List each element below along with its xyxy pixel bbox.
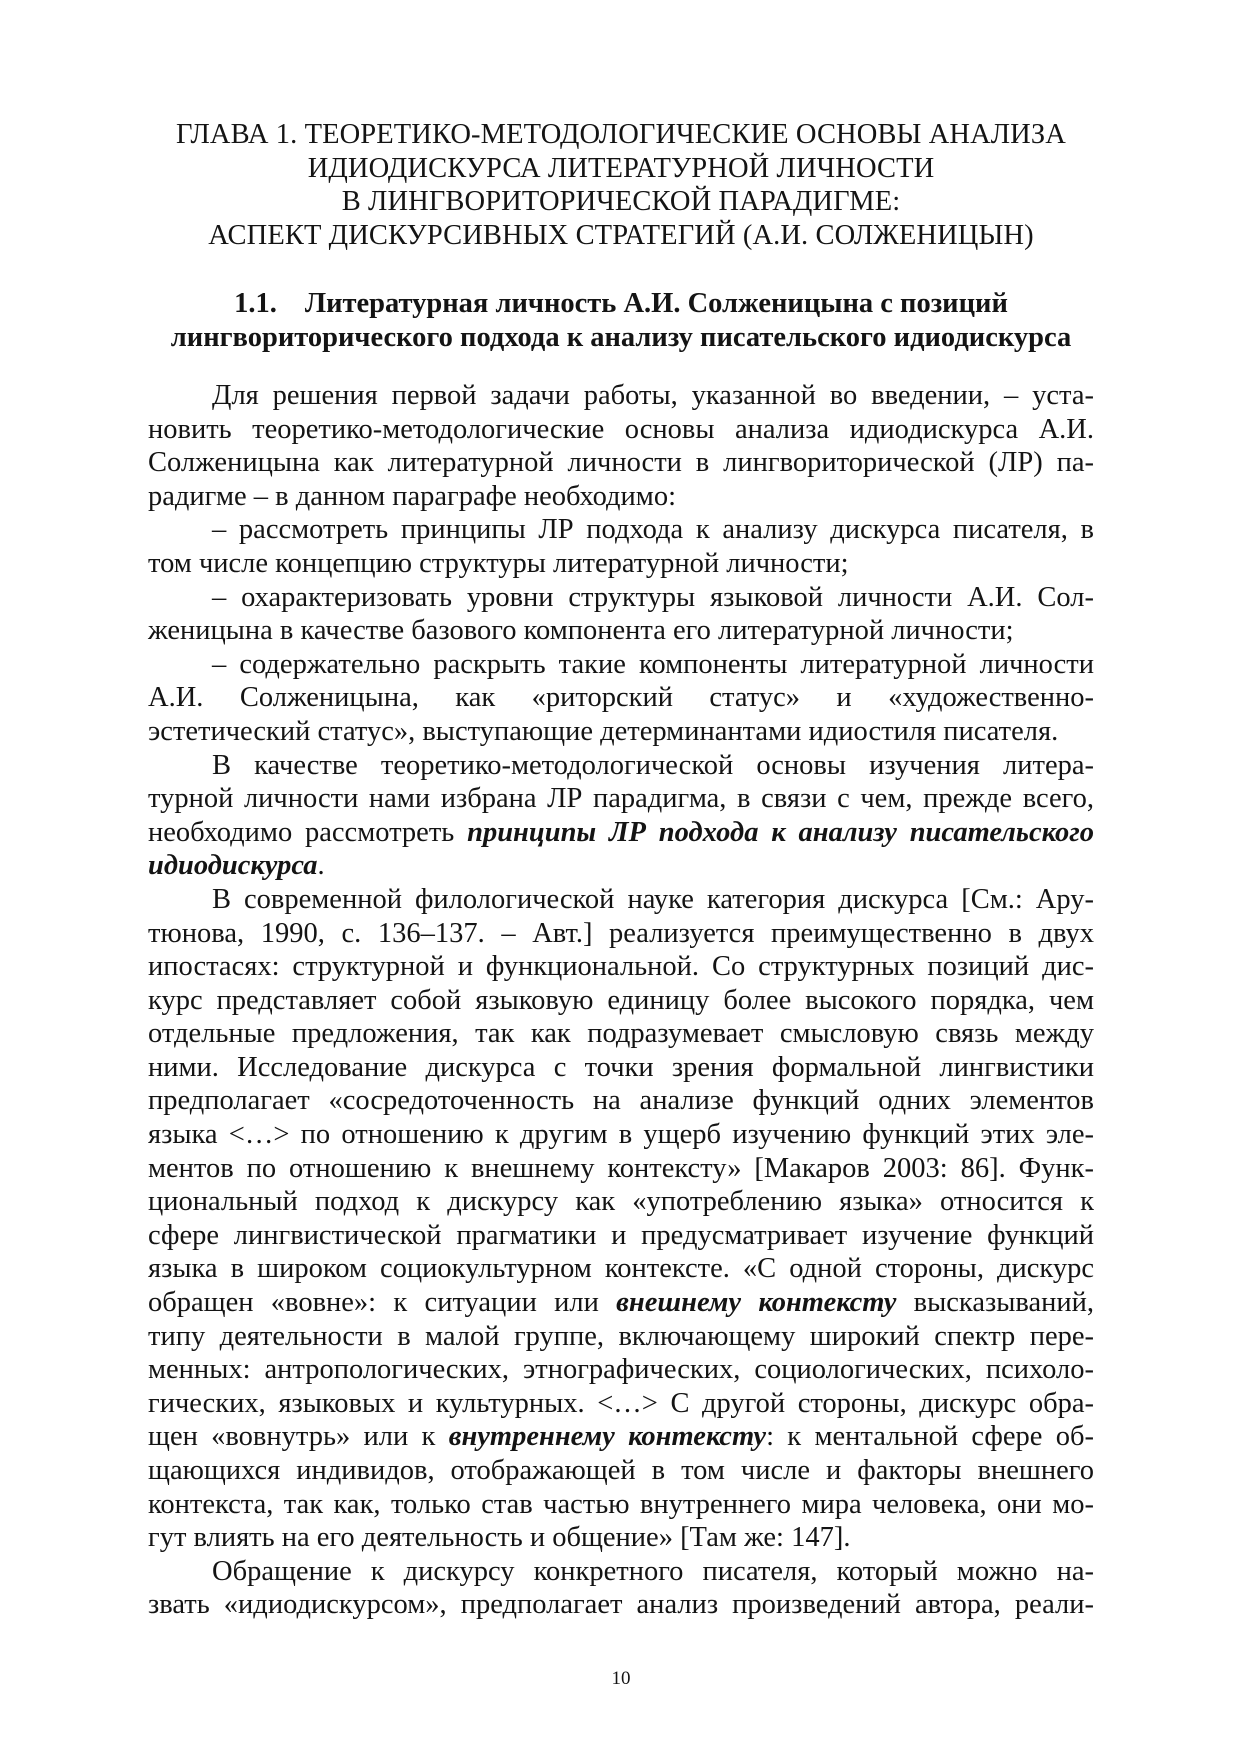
text-line bbox=[148, 1420, 1094, 1454]
text-run: необходимо рассмотреть bbox=[148, 816, 468, 848]
chapter-heading-line: АСПЕКТ ДИСКУРСИВНЫХ СТРАТЕГИЙ (А.И. СОЛЖЕНИЦЫН) bbox=[208, 219, 1034, 251]
text-line: предполагает «сосредоточенность на анализе функций одних элементов bbox=[148, 1085, 1094, 1117]
text-line: гут влиять на его деятельность и общение» [Там же: 147]. bbox=[148, 1522, 851, 1554]
text-line: тюнова, 1990, с. 136–137. – Авт.] реализуется преимущественно в двух bbox=[148, 917, 1094, 949]
emphasis-run: идиодискурса bbox=[148, 850, 318, 882]
text-run: высказываний, bbox=[896, 1287, 1095, 1319]
document-page bbox=[148, 0, 1094, 1755]
text-line: щающихся индивидов, отображающей в том числе и факторы внешнего bbox=[148, 1455, 1094, 1486]
text-line: контекста, так как, только став частью внутреннего мира человека, они мо- bbox=[148, 1488, 1094, 1520]
text-line: А.И. Солженицына, как «риторский статус» и «художественно- bbox=[148, 682, 1094, 714]
text-line: том числе концепцию структуры литературной личности; bbox=[148, 547, 849, 579]
text-line: новить теоретико-методологические основы анализа идиодискурса А.И. bbox=[148, 413, 1094, 445]
section-heading-line: лингвориторического подхода к анализу писательского идиодискурса bbox=[170, 322, 1072, 353]
chapter-heading-line: ИДИОДИСКУРСА ЛИТЕРАТУРНОЙ ЛИЧНОСТИ bbox=[307, 152, 935, 184]
text-line bbox=[148, 816, 1094, 850]
text-line: языка <…> по отношению к другим в ущерб изучению функций этих эле- bbox=[148, 1119, 1094, 1151]
text-line: Солженицына как литературной личности в лингвориторической (ЛР) па- bbox=[148, 447, 1094, 479]
text-run: . bbox=[317, 850, 325, 882]
text-run: : к ментальной сфере об- bbox=[766, 1421, 1094, 1453]
text-line: – содержательно раскрыть такие компоненты литературной личности bbox=[212, 648, 1094, 680]
section-number: 1.1. bbox=[234, 288, 277, 319]
text-line: – охарактеризовать уровни структуры языковой личности А.И. Сол- bbox=[212, 581, 1094, 613]
section-title-part: Литературная личность А.И. Солженицына с позиций bbox=[304, 288, 1008, 319]
chapter-heading-line: В ЛИНГВОРИТОРИЧЕСКОЙ ПАРАДИГМЕ: bbox=[341, 186, 901, 217]
section-heading-line bbox=[148, 287, 1094, 321]
text-line: радигме – в данном параграфе необходимо: bbox=[148, 480, 677, 512]
text-line: ментов по отношению к внешнему контексту» [Макаров 2003: 86]. Функ- bbox=[148, 1152, 1094, 1184]
body-text bbox=[148, 379, 1094, 1622]
emphasis-run: внешнему контексту bbox=[616, 1287, 897, 1319]
text-run: щен «вовнутрь» или к bbox=[148, 1421, 449, 1453]
page-number: 10 bbox=[611, 1668, 631, 1689]
text-run: обращен «вовне»: к ситуации или bbox=[148, 1287, 617, 1319]
text-line: циональный подход к дискурсу как «употреблению языка» относится к bbox=[148, 1186, 1094, 1218]
text-line bbox=[148, 849, 1094, 883]
text-line: сфере лингвистической прагматики и предусматривает изучение функций bbox=[148, 1219, 1094, 1251]
text-line: женицына в качестве базового компонента его литературной личности; bbox=[148, 615, 1014, 647]
text-line: языка в широком социокультурном контексте. «С одной стороны, дискурс bbox=[148, 1253, 1094, 1285]
text-line: типу деятельности в малой группе, включающему широкий спектр пере- bbox=[148, 1320, 1094, 1352]
chapter-heading bbox=[148, 118, 1094, 252]
text-line: отдельные предложения, так как подразумевает смысловую связь между bbox=[148, 1018, 1094, 1050]
text-line bbox=[148, 1286, 1094, 1320]
text-line: менных: антропологических, этнографических, социологических, психоло- bbox=[148, 1354, 1094, 1386]
emphasis-run: принципы ЛР подхода к анализу писательского bbox=[467, 816, 1094, 848]
text-line: гических, языковых и культурных. <…> С другой стороны, дискурс обра- bbox=[148, 1387, 1094, 1419]
chapter-heading-line: ГЛАВА 1. ТЕОРЕТИКО-МЕТОДОЛОГИЧЕСКИЕ ОСНОВЫ АНАЛИЗА bbox=[176, 119, 1066, 150]
text-line: – рассмотреть принципы ЛР подхода к анализу дискурса писателя, в bbox=[212, 514, 1094, 546]
text-line: В качестве теоретико-методологической основы изучения литера- bbox=[212, 749, 1094, 781]
emphasis-run: внутреннему контексту bbox=[448, 1421, 767, 1453]
text-line: звать «идиодискурсом», предполагает анализ произведений автора, реали- bbox=[148, 1589, 1094, 1621]
text-line: курс представляет собой языковую единицу более высокого порядка, чем bbox=[148, 984, 1094, 1016]
text-line: турной личности нами избрана ЛР парадигма, в связи с чем, прежде всего, bbox=[148, 783, 1094, 815]
text-line: эстетический статус», выступающие детерминантами идиостиля писателя. bbox=[148, 715, 1059, 747]
text-line: Для решения первой задачи работы, указанной во введении, – уста- bbox=[212, 380, 1094, 411]
text-line: ними. Исследование дискурса с точки зрения формальной лингвистики bbox=[148, 1051, 1094, 1083]
text-line: В современной филологической науке категория дискурса [См.: Ару- bbox=[212, 883, 1094, 915]
section-heading bbox=[148, 287, 1094, 355]
text-line: Обращение к дискурсу конкретного писателя, который можно на- bbox=[212, 1555, 1094, 1587]
text-line: ипостасях: структурной и функциональной. Со структурных позиций дис- bbox=[148, 951, 1094, 983]
